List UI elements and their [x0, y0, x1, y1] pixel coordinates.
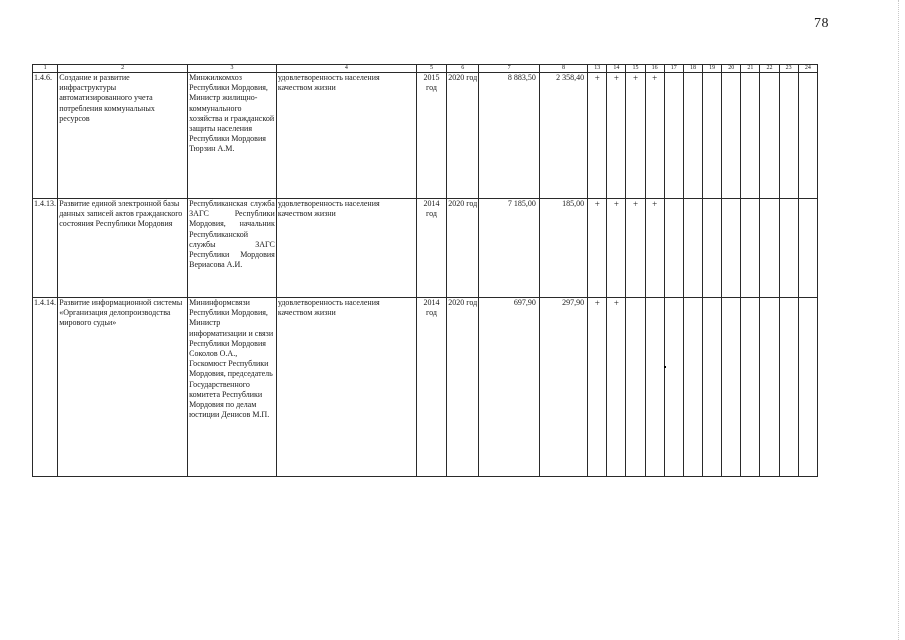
period-mark: +: [588, 298, 607, 477]
column-number: 4: [276, 65, 416, 73]
column-number: 3: [188, 65, 277, 73]
period-mark: +: [645, 73, 664, 199]
period-mark: [760, 298, 779, 477]
period-mark: [779, 298, 798, 477]
period-mark: [722, 73, 741, 199]
item-number: 1.4.13.: [33, 199, 58, 298]
period-mark: [760, 199, 779, 298]
period-mark: [798, 73, 817, 199]
funding-amount: 185,00: [539, 199, 587, 298]
period-mark: [722, 298, 741, 477]
period-mark: [683, 298, 702, 477]
period-mark: [664, 73, 683, 199]
responsible-executor: Минжилкомхоз Республики Мордовия, Министр жилищно-коммунального хозяйства и гражданской защиты населения Республики Мордовия Тюрзин А.М.: [188, 73, 277, 199]
period-mark: +: [607, 298, 626, 477]
end-year: 2020 год: [447, 73, 479, 199]
column-number: 13: [588, 65, 607, 73]
start-year: 2014 год: [416, 199, 446, 298]
period-mark: [779, 73, 798, 199]
period-mark: [626, 298, 645, 477]
column-number: 1: [33, 65, 58, 73]
table-row: [33, 298, 818, 477]
column-number: 7: [479, 65, 539, 73]
period-mark: [683, 73, 702, 199]
total-funding: 697,90: [479, 298, 539, 477]
column-number: 6: [447, 65, 479, 73]
target-indicator: удовлетворенность населения качеством жизни: [276, 73, 416, 199]
scan-speck: [664, 366, 666, 368]
measure-name: Развитие единой электронной базы данных записей актов гражданского состояния Республики Мордовия: [58, 199, 188, 298]
period-mark: +: [626, 199, 645, 298]
column-number: 19: [703, 65, 722, 73]
table-row: [33, 199, 818, 298]
item-number: 1.4.14.: [33, 298, 58, 477]
end-year: 2020 год: [447, 199, 479, 298]
period-mark: [798, 298, 817, 477]
end-year: 2020 год: [447, 298, 479, 477]
period-mark: [645, 298, 664, 477]
period-mark: [779, 199, 798, 298]
period-mark: +: [645, 199, 664, 298]
period-mark: [722, 199, 741, 298]
column-number: 18: [683, 65, 702, 73]
column-number: 16: [645, 65, 664, 73]
column-number: 21: [741, 65, 760, 73]
period-mark: +: [588, 73, 607, 199]
funding-amount: 2 358,40: [539, 73, 587, 199]
period-mark: +: [588, 199, 607, 298]
period-mark: [703, 199, 722, 298]
column-number: 17: [664, 65, 683, 73]
column-number: 8: [539, 65, 587, 73]
column-number: 14: [607, 65, 626, 73]
measure-name: Создание и развитие инфраструктуры автоматизированного учета потребления коммунальных ресурсов: [58, 73, 188, 199]
program-table: [32, 64, 818, 477]
period-mark: +: [626, 73, 645, 199]
period-mark: [741, 298, 760, 477]
column-number: 20: [722, 65, 741, 73]
column-number: 2: [58, 65, 188, 73]
period-mark: [760, 73, 779, 199]
measure-name: Развитие информационной системы «Организация делопроизводства мирового судьи»: [58, 298, 188, 477]
period-mark: [798, 199, 817, 298]
period-mark: [703, 73, 722, 199]
period-mark: [703, 298, 722, 477]
responsible-executor: Mининформсвязи Республики Мордовия, Министр информатизации и связи Республики Мордовия Соколов О.А., Госкомюст Республики Мордовия, председатель Государственного комитета Республики Мордовия по делам юстиции Денисов М.П.: [188, 298, 277, 477]
column-number: 5: [416, 65, 446, 73]
item-number: 1.4.6.: [33, 73, 58, 199]
responsible-executor: Республиканская служба ЗАГС Республики Мордовия, начальник Республиканской службы ЗАГС Республики Мордовия Вериасова А.И.: [188, 199, 277, 298]
column-number: 22: [760, 65, 779, 73]
start-year: 2014 год: [416, 298, 446, 477]
column-number-row: [33, 65, 818, 73]
period-mark: [683, 199, 702, 298]
period-mark: [741, 73, 760, 199]
column-number: 23: [779, 65, 798, 73]
start-year: 2015 год: [416, 73, 446, 199]
page-number: 78: [814, 16, 829, 31]
scan-edge-marks: [897, 0, 899, 640]
period-mark: +: [607, 73, 626, 199]
table-row: [33, 73, 818, 199]
funding-amount: 297,90: [539, 298, 587, 477]
target-indicator: удовлетворенность населения качеством жизни: [276, 199, 416, 298]
column-number: 24: [798, 65, 817, 73]
period-mark: [741, 199, 760, 298]
period-mark: [664, 199, 683, 298]
total-funding: 8 883,50: [479, 73, 539, 199]
period-mark: +: [607, 199, 626, 298]
total-funding: 7 185,00: [479, 199, 539, 298]
column-number: 15: [626, 65, 645, 73]
period-mark: [664, 298, 683, 477]
target-indicator: удовлетворенность населения качеством жизни: [276, 298, 416, 477]
